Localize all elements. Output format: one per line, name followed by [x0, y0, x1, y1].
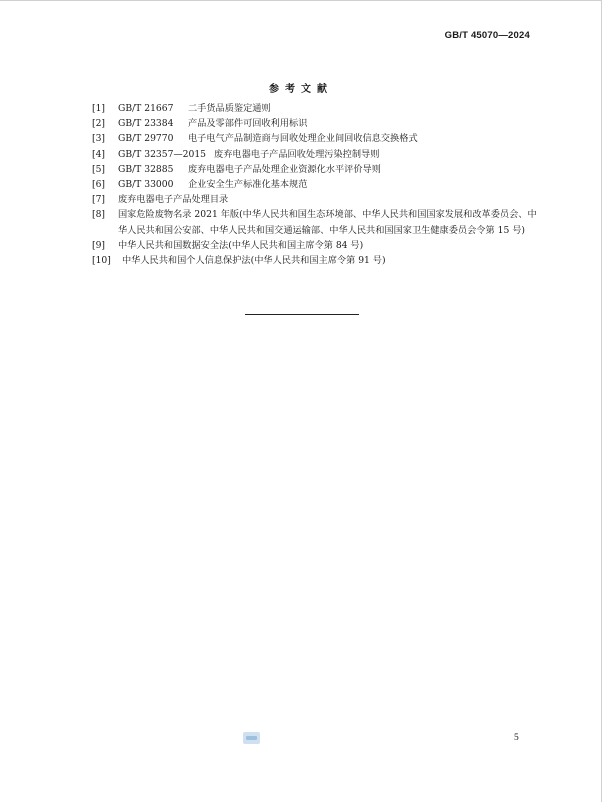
reference-title: 电子电气产品制造商与回收处理企业间回收信息交换格式 — [188, 133, 418, 145]
reference-item — [92, 253, 540, 268]
reference-code: GB/T 23384 — [118, 118, 174, 130]
reference-number: [7] — [92, 194, 106, 206]
reference-code: GB/T 29770 — [118, 133, 174, 145]
reference-number: [10] — [92, 255, 111, 267]
reference-number: [1] — [92, 103, 106, 114]
reference-number: [4] — [92, 148, 106, 160]
reference-code: GB/T 32885 — [118, 163, 174, 175]
reference-code: GB/T 21667 — [118, 103, 174, 114]
reference-title: 中华人民共和国数据安全法(中华人民共和国主席令第 84 号) — [118, 239, 364, 251]
reference-number: [5] — [92, 163, 106, 175]
reference-item — [92, 177, 540, 192]
reference-list — [92, 101, 540, 268]
reference-number: [9] — [92, 239, 106, 251]
reference-title: 中华人民共和国个人信息保护法(中华人民共和国主席令第 91 号) — [122, 255, 386, 267]
reference-title: 二手货品质鉴定通则 — [188, 103, 271, 114]
reference-title: 产品及零部件可回收利用标识 — [188, 118, 308, 130]
reference-number: [3] — [92, 133, 106, 145]
reference-item — [92, 116, 540, 131]
standard-code-header: GB/T 45070—2024 — [444, 30, 530, 41]
page-number: 5 — [514, 733, 519, 743]
reference-item — [92, 131, 540, 146]
page-border-top — [0, 0, 602, 1]
reference-title: 国家危险废物名录 2021 年版(中华人民共和国生态环境部、中华人民共和国国家发展和改革委员会、中华人民共和国公安部、中华人民共和国交通运输部、中华人民共和国国家卫生健康委员会令第 15 号) — [118, 209, 537, 236]
reference-number: [6] — [92, 179, 106, 191]
reference-item — [92, 162, 540, 177]
reference-number: [2] — [92, 118, 106, 130]
end-divider-line — [245, 314, 359, 315]
reference-title: 废弃电器电子产品回收处理污染控制导则 — [214, 148, 380, 160]
reference-title: 废弃电器电子产品处理目录 — [118, 194, 229, 206]
reference-item — [92, 101, 540, 116]
section-title: 参考文献 — [269, 84, 333, 95]
reference-number: [8] — [92, 209, 106, 221]
reference-item — [92, 238, 540, 253]
reference-item — [92, 147, 540, 162]
reference-title: 企业安全生产标准化基本规范 — [188, 179, 308, 191]
publisher-logo-icon — [243, 732, 260, 744]
reference-code: GB/T 33000 — [118, 179, 174, 191]
reference-item — [92, 207, 540, 237]
reference-code: GB/T 32357—2015 — [118, 148, 207, 160]
reference-title: 废弃电器电子产品处理企业资源化水平评价导则 — [188, 163, 381, 175]
reference-item — [92, 192, 540, 207]
